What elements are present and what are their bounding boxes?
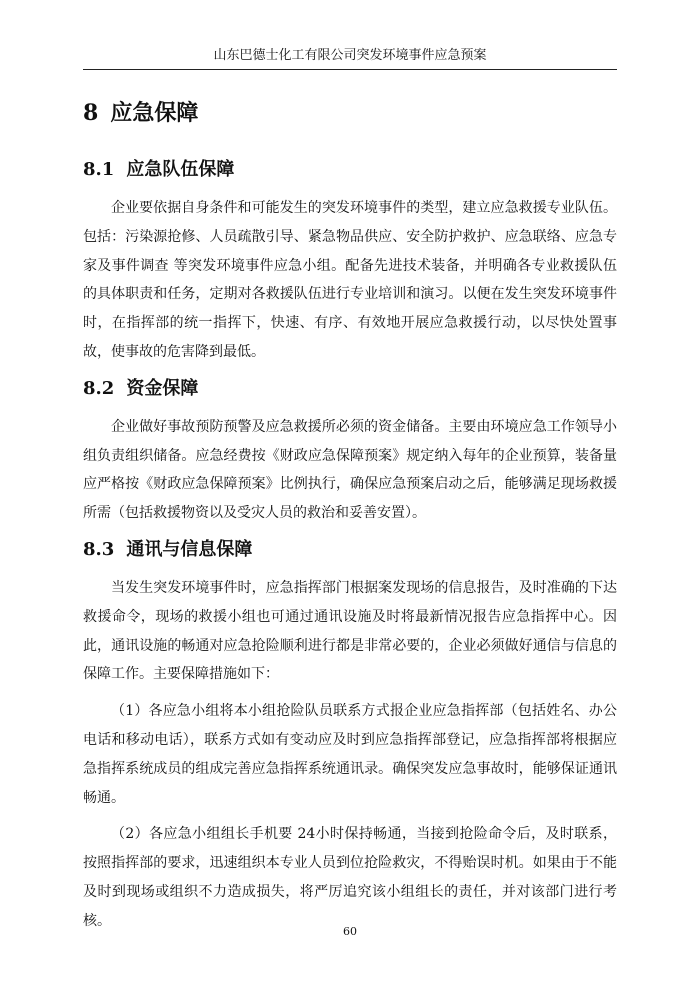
section-title: 资金保障: [126, 377, 199, 399]
paragraph: （2）各应急小组组长手机要 24小时保持畅通，当接到抢险命令后，及时联系，按照指挥部的要求，迅速组织本专业人员到位抢险救灾，不得贻误时机。如果由于不能及时到现场或组织不力造成损失，将严厉追究该小组组长的责任，并对该部门进行考核。: [83, 826, 617, 929]
section-8-1: [83, 156, 617, 367]
section-heading: [83, 536, 617, 564]
chapter-number: 8: [83, 100, 99, 126]
paragraph: 当发生突发环境事件时，应急指挥部门根据案发现场的信息报告，及时准确的下达救援命令，现场的救援小组也可通过通讯设施及时将最新情况报告应急指挥中心。因此，通讯设施的畅通对应急抢险顺利进行都是非常必要的，企业必须做好通信与信息的保障工作。主要保障措施如下：: [83, 579, 617, 683]
paragraph: 企业要依据自身条件和可能发生的突发环境事件的类型，建立应急救援专业队伍。包括：污染源抢修、人员疏散引导、紧急物品供应、安全防护救护、应急联络、应急专家及事件调查 等突发环境事件应急小组。配备先进技术装备，并明确各专业救援队伍的具体职责和任务，定期对各救援队伍进行专业培训和演习。以便在发生突发环境事件时，在指挥部的统一指挥下，快速、有序、有效地开展应急救援行动，以尽快处置事故，使事故的危害降到最低。: [83, 200, 617, 360]
section-number: 8.1: [83, 159, 115, 180]
section-heading: [83, 375, 617, 403]
section-8-2: [83, 375, 617, 528]
chapter-heading: [83, 96, 617, 130]
section-heading: [83, 156, 617, 184]
section-title: 应急队伍保障: [126, 159, 235, 180]
section-8-3: [83, 536, 617, 936]
paragraph: 企业做好事故预防预警及应急救援所必须的资金储备。主要由环境应急工作领导小组负责组织储备。应急经费按《财政应急保障预案》规定纳入每年的企业预算，装备量应严格按《财政应急保障预案》比例执行，确保应急预案启动之后，能够满足现场救援所需（包括救援物资以及受灾人员的救治和妥善安置）。: [83, 418, 617, 522]
chapter-title: 应急保障: [110, 100, 199, 126]
page-header: 山东巴德士化工有限公司突发环境事件应急预案: [83, 46, 617, 70]
page-number: 60: [343, 925, 357, 938]
page-content: [83, 96, 617, 944]
section-number: 8.2: [83, 377, 115, 399]
section-title: 通讯与信息保障: [126, 538, 253, 560]
paragraph: （1）各应急小组将本小组抢险队员联系方式报企业应急指挥部（包括姓名、办公电话和移动电话），联系方式如有变动应及时到应急指挥部登记，应急指挥部将根据应急指挥系统成员的组成完善应急指挥系统通讯录。确保突发应急事故时，能够保证通讯畅通。: [83, 703, 617, 806]
section-number: 8.3: [83, 538, 115, 560]
